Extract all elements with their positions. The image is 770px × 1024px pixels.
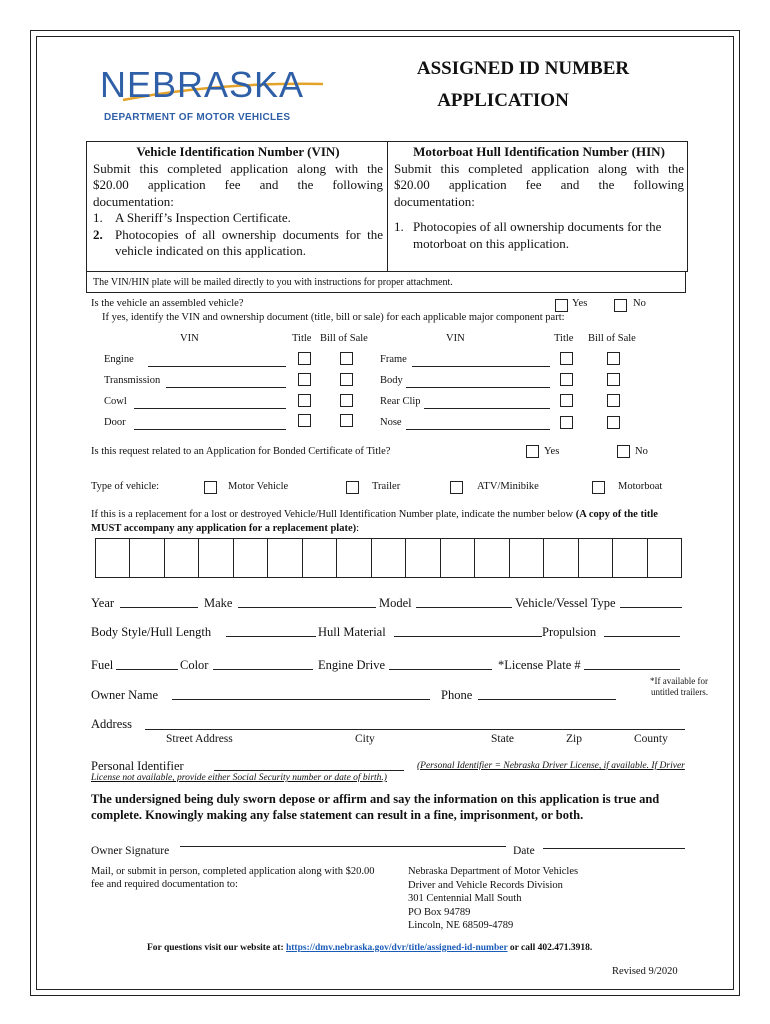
vin-column: Vehicle Identification Number (VIN) Submit this completed application along with the $20.00 application fee and the following documentation: 1. A Sheriff’s Inspection Certificate. 2. Photocopies of all ownership documents for the vehicle indicated on this application. <box>93 144 383 258</box>
bill-checkbox-rear-clip[interactable] <box>607 394 620 407</box>
col-bill-left: Bill of Sale <box>320 333 368 344</box>
title-checkbox-cowl[interactable] <box>298 394 311 407</box>
hin-column: Motorboat Hull Identification Number (HIN) Submit this completed application along with the $20.00 application fee and the following documentation: 1. Photocopies of all ownership documents for the motorboat on this application. <box>394 144 684 251</box>
bonded-no-label: No <box>635 446 648 457</box>
vin-intro: Submit this completed application along with the $20.00 application fee and the following documentation: <box>93 160 383 209</box>
model-input[interactable] <box>416 607 512 608</box>
title-checkbox-nose[interactable] <box>560 416 573 429</box>
bill-checkbox-transmission[interactable] <box>340 373 353 386</box>
bill-checkbox-frame[interactable] <box>607 352 620 365</box>
type-motorboat-label: Motorboat <box>618 481 663 492</box>
county-label: County <box>634 733 668 745</box>
model-label: Model <box>379 596 412 610</box>
website-link[interactable]: https://dmv.nebraska.gov/dvr/title/assigned-id-number <box>285 943 508 953</box>
state-label: State <box>491 733 514 745</box>
hull-material-input[interactable] <box>394 636 542 637</box>
vin-item-2: Photocopies of all ownership documents for the vehicle indicated on this application. <box>115 226 383 258</box>
body-style-label: Body Style/Hull Length <box>91 625 212 639</box>
assembled-question: Is the vehicle an assembled vehicle? <box>91 298 244 309</box>
affirmation-text: The undersigned being duly sworn depose or affirm and say the information on this application is true and complete. Knowingly making any false statement can result in a fine, imprisonment, or both. <box>91 792 660 822</box>
title-checkbox-frame[interactable] <box>560 352 573 365</box>
bill-checkbox-body[interactable] <box>607 373 620 386</box>
vin-input-frame[interactable] <box>412 366 550 367</box>
color-label: Color <box>180 658 209 672</box>
date-input[interactable] <box>543 848 685 849</box>
zip-label: Zip <box>566 733 582 745</box>
bill-checkbox-engine[interactable] <box>340 352 353 365</box>
title-checkbox-body[interactable] <box>560 373 573 386</box>
type-trailer-label: Trailer <box>372 481 401 492</box>
personal-id-note: (Personal Identifier = Nebraska Driver License, if available. If Driver License not available, provide either Social Security number or date of birth.) <box>91 761 685 783</box>
hull-material-label: Hull Material <box>318 625 386 639</box>
hin-intro: Submit this completed application along with the $20.00 application fee and the following documentation: <box>394 160 684 209</box>
fuel-input[interactable] <box>116 669 178 670</box>
propulsion-label: Propulsion <box>542 625 597 639</box>
year-input[interactable] <box>120 607 198 608</box>
bill-checkbox-nose[interactable] <box>607 416 620 429</box>
col-bill-right: Bill of Sale <box>588 333 636 344</box>
vin-input-door[interactable] <box>134 429 286 430</box>
owner-signature-label: Owner Signature <box>91 845 170 857</box>
col-vin-right: VIN <box>446 333 465 344</box>
logo-wordmark: NEBRASKA <box>100 64 305 105</box>
bonded-yes-checkbox[interactable] <box>526 445 539 458</box>
bonded-yes-label: Yes <box>544 446 560 457</box>
title-checkbox-engine[interactable] <box>298 352 311 365</box>
vehicle-vessel-type-input[interactable] <box>620 607 682 608</box>
owner-name-label: Owner Name <box>91 688 158 702</box>
assembled-yes-checkbox[interactable] <box>555 299 568 312</box>
questions-footer: For questions visit our website at: https://dmv.nebraska.gov/dvr/title/assigned-id-number or call 402.471.3918. <box>147 943 593 953</box>
assembled-instruction: If yes, identify the VIN and ownership document (title, bill or sale) for each applicable major component part: <box>102 312 565 323</box>
mail-address: Nebraska Department of Motor Vehicles Driver and Vehicle Records Division 301 Centennial Mall South PO Box 94789 Lincoln, NE 68509-4789 <box>408 866 579 931</box>
assembled-yes-label: Yes <box>572 298 588 309</box>
type-atv-label: ATV/Minibike <box>477 481 539 492</box>
address-input[interactable] <box>145 729 685 730</box>
part-label-body: Body <box>380 375 403 386</box>
personal-id-label: Personal Identifier <box>91 759 184 773</box>
assembled-no-label: No <box>633 298 646 309</box>
mail-instructions: Mail, or submit in person, completed application along with $20.00 fee and required documentation to: <box>91 866 375 890</box>
title-checkbox-rear-clip[interactable] <box>560 394 573 407</box>
col-title-right: Title <box>554 333 574 344</box>
phone-label: Phone <box>441 688 473 702</box>
vin-input-rear-clip[interactable] <box>424 408 550 409</box>
vin-input-engine[interactable] <box>148 366 286 367</box>
vin-heading: Vehicle Identification Number (VIN) <box>136 144 340 159</box>
vin-input-transmission[interactable] <box>166 387 286 388</box>
address-label: Address <box>91 717 132 731</box>
phone-input[interactable] <box>478 699 616 700</box>
title-checkbox-door[interactable] <box>298 414 311 427</box>
type-motor-vehicle-checkbox[interactable] <box>204 481 217 494</box>
type-atv-checkbox[interactable] <box>450 481 463 494</box>
hin-item-1: Photocopies of all ownership documents for the motorboat on this application. <box>413 219 662 251</box>
vehicle-type-label: Type of vehicle: <box>91 481 160 492</box>
bill-checkbox-cowl[interactable] <box>340 394 353 407</box>
body-style-input[interactable] <box>226 636 316 637</box>
title-checkbox-transmission[interactable] <box>298 373 311 386</box>
part-label-rear-clip: Rear Clip <box>380 396 421 407</box>
part-label-frame: Frame <box>380 354 407 365</box>
part-label-nose: Nose <box>380 417 402 428</box>
vehicle-vessel-type-label: Vehicle/Vessel Type <box>515 596 616 610</box>
part-label-cowl: Cowl <box>104 396 127 407</box>
col-title-left: Title <box>292 333 312 344</box>
propulsion-input[interactable] <box>604 636 680 637</box>
vin-input-body[interactable] <box>406 387 550 388</box>
license-plate-note: *If available for untitled trailers. <box>650 676 708 697</box>
bonded-question: Is this request related to an Application for Bonded Certificate of Title? <box>91 446 391 457</box>
logo-subtitle: DEPARTMENT OF MOTOR VEHICLES <box>104 112 291 123</box>
type-trailer-checkbox[interactable] <box>346 481 359 494</box>
date-label: Date <box>513 845 535 857</box>
engine-drive-label: Engine Drive <box>318 658 385 672</box>
year-label: Year <box>91 596 115 610</box>
col-vin-left: VIN <box>180 333 199 344</box>
color-input[interactable] <box>213 669 313 670</box>
assembled-no-checkbox[interactable] <box>614 299 627 312</box>
replacement-number-cells[interactable] <box>95 538 682 578</box>
owner-signature-line[interactable] <box>180 846 506 847</box>
fuel-label: Fuel <box>91 658 114 672</box>
license-plate-label: *License Plate # <box>498 658 581 672</box>
engine-drive-input[interactable] <box>389 669 492 670</box>
form-title-line1: ASSIGNED ID NUMBER <box>416 58 630 79</box>
type-motor-vehicle-label: Motor Vehicle <box>228 481 289 492</box>
vin-item-1: A Sheriff’s Inspection Certificate. <box>115 210 291 225</box>
part-label-transmission: Transmission <box>104 375 161 386</box>
make-input[interactable] <box>238 607 376 608</box>
plate-mail-note: The VIN/HIN plate will be mailed directly to you with instructions for proper attachment. <box>86 271 686 293</box>
street-address-label: Street Address <box>166 733 233 745</box>
license-plate-input[interactable] <box>584 669 680 670</box>
type-motorboat-checkbox[interactable] <box>592 481 605 494</box>
bonded-no-checkbox[interactable] <box>617 445 630 458</box>
city-label: City <box>355 733 375 745</box>
instructions-box <box>86 141 688 272</box>
vin-input-nose[interactable] <box>406 429 550 430</box>
owner-name-input[interactable] <box>172 699 430 700</box>
part-label-engine: Engine <box>104 354 134 365</box>
make-label: Make <box>204 596 233 610</box>
revised-date: Revised 9/2020 <box>612 966 678 977</box>
bill-checkbox-door[interactable] <box>340 414 353 427</box>
part-label-door: Door <box>104 417 126 428</box>
hin-heading: Motorboat Hull Identification Number (HIN) <box>413 144 665 159</box>
replacement-instruction: If this is a replacement for a lost or destroyed Vehicle/Hull Identification Number plate, indicate the number below (A copy of the title MUST accompany any application for a replacement plate): <box>91 509 658 534</box>
vin-input-cowl[interactable] <box>134 408 286 409</box>
form-title-line2: APPLICATION <box>437 90 569 111</box>
